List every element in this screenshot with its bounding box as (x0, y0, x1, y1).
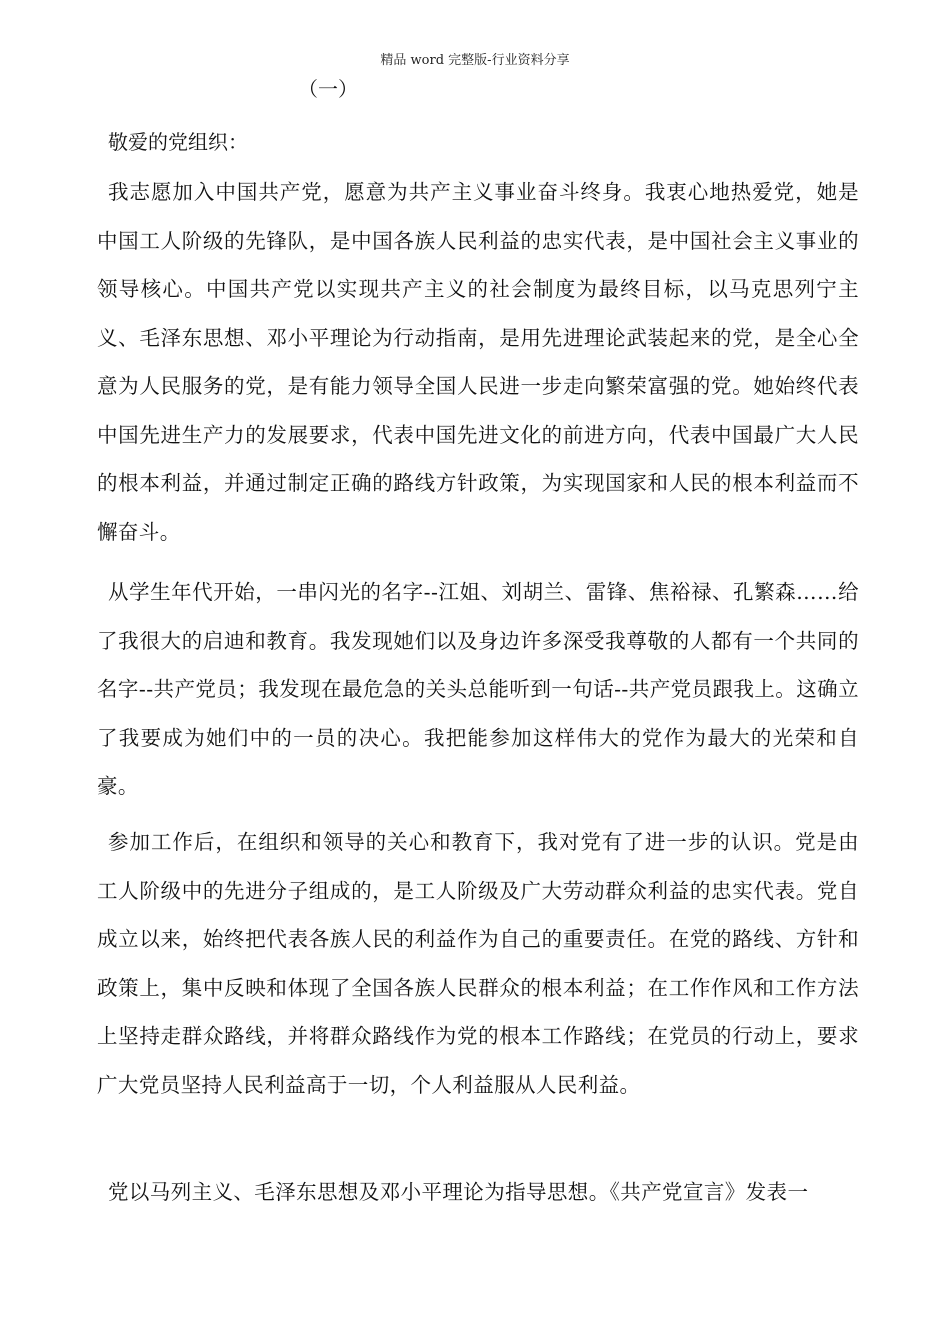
section-number: （一） (298, 77, 358, 101)
running-header: 精品 word 完整版-行业资料分享 (380, 53, 570, 68)
body-paragraph: 参加工作后，在组织和领导的关心和教育下，我对党有了进一步的认识。党是由工人阶级中的先进分子组成的，是工人阶级及广大劳动群众利益的忠实代表。党自成立以来，始终把代表各族人民的利益作为自己的重要责任。在党的路线、方针和政策上，集中反映和体现了全国各族人民群众的根本利益；在工作作风和工作方法上坚持走群众路线，并将群众路线作为党的根本工作路线；在党员的行动上，要求广大党员坚持人民利益高于一切，个人利益服从人民利益。 (97, 830, 859, 1097)
salutation: 敬爱的党组织： (108, 130, 248, 154)
body-paragraph: 党以马列主义、毛泽东思想及邓小平理论为指导思想。《共产党宣言》发表一 (108, 1180, 809, 1204)
body-paragraph: 从学生年代开始，一串闪光的名字--江姐、刘胡兰、雷锋、焦裕禄、孔繁森……给了我很大的启迪和教育。我发现她们以及身边许多深受我尊敬的人都有一个共同的名字--共产党员；我发现在最危急的关头总能听到一句话--共产党员跟我上。这确立了我要成为她们中的一员的决心。我把能参加这样伟大的党作为最大的光荣和自豪。 (97, 580, 859, 798)
body-paragraph: 我志愿加入中国共产党，愿意为共产主义事业奋斗终身。我衷心地热爱党，她是中国工人阶级的先锋队，是中国各族人民利益的忠实代表，是中国社会主义事业的领导核心。中国共产党以实现共产主义的社会制度为最终目标，以马克思列宁主义、毛泽东思想、邓小平理论为行动指南，是用先进理论武装起来的党，是全心全意为人民服务的党，是有能力领导全国人民进一步走向繁荣富强的党。她始终代表中国先进生产力的发展要求，代表中国先进文化的前进方向，代表中国最广大人民的根本利益，并通过制定正确的路线方针政策，为实现国家和人民的根本利益而不懈奋斗。 (97, 180, 859, 544)
